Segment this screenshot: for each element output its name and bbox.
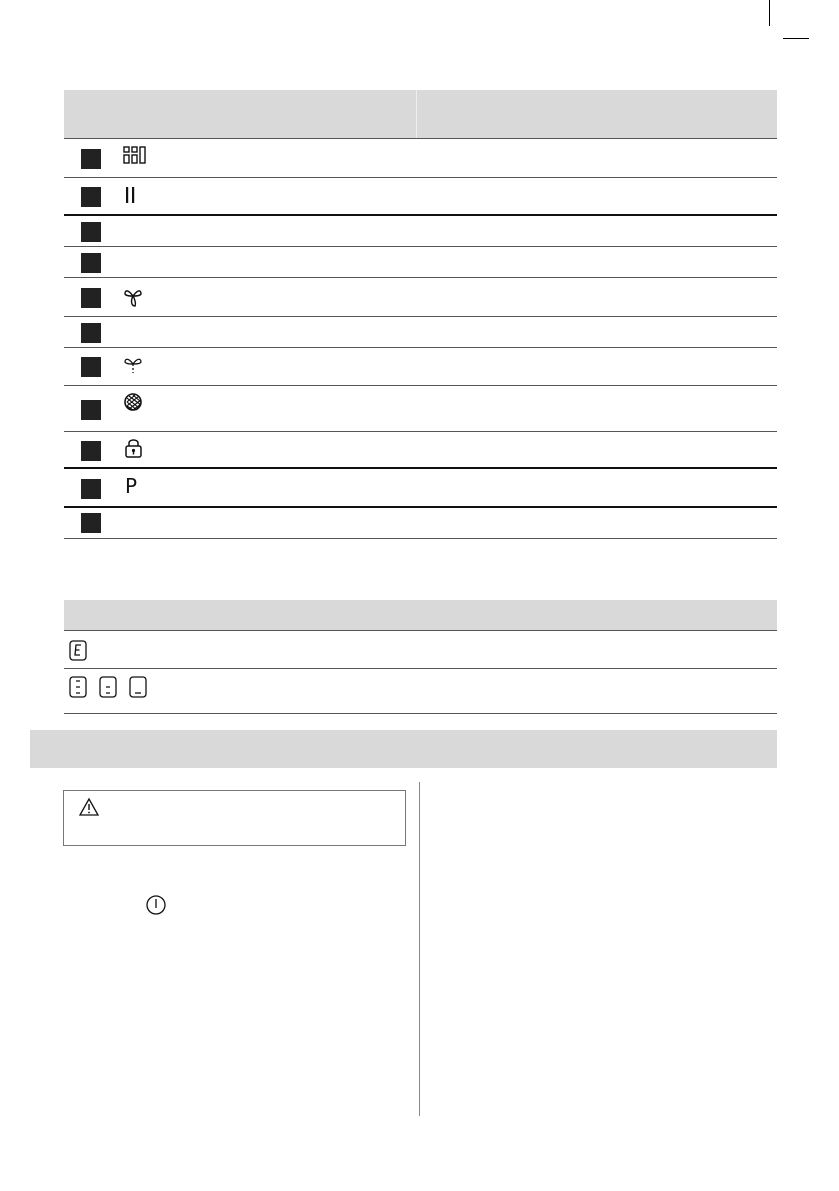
row-marker <box>81 253 101 273</box>
display-e-icon <box>68 640 90 667</box>
row-marker <box>81 479 101 499</box>
crop-mark-top-right-horizontal <box>783 38 809 39</box>
table-row-pause <box>64 178 777 216</box>
warning-triangle-icon <box>78 797 100 822</box>
row-marker <box>81 288 101 308</box>
indicator-table-header <box>64 90 777 139</box>
display-table-header <box>64 600 777 631</box>
residual-mid-icon <box>98 676 120 705</box>
residual-low-icon <box>128 676 150 705</box>
lock-icon <box>122 437 148 459</box>
residual-high-icon <box>68 676 90 705</box>
fan-icon <box>122 285 148 307</box>
table-row-error-display <box>64 631 777 669</box>
column-divider <box>419 782 420 1116</box>
crop-mark-top-right-vertical <box>769 0 770 26</box>
row-marker <box>81 187 101 207</box>
letter-p-icon: P <box>125 474 138 498</box>
header-column-separator <box>416 90 417 138</box>
row-marker <box>81 222 101 242</box>
table-row-blank <box>64 317 777 348</box>
row-marker <box>81 149 101 169</box>
row-marker <box>81 357 101 377</box>
table-row-booster <box>64 139 777 178</box>
table-row-blank <box>64 508 777 539</box>
row-marker <box>81 441 101 461</box>
fan-manual-icon <box>122 354 148 376</box>
section-heading-bar <box>30 730 777 768</box>
table-row-lock <box>64 432 777 469</box>
display-table <box>64 600 777 714</box>
table-row-power-letter <box>64 469 777 508</box>
pause-icon <box>122 185 148 207</box>
row-marker <box>81 323 101 343</box>
warning-box <box>63 790 406 846</box>
table-row-hob2hood-auto <box>64 278 777 317</box>
table-row-hob2hood-manual <box>64 348 777 386</box>
table-row-bridge <box>64 386 777 432</box>
row-marker <box>81 400 101 420</box>
table-row-blank <box>64 216 777 247</box>
table-row-blank <box>64 247 777 278</box>
pan-icon <box>122 392 148 414</box>
power-icon <box>145 894 167 921</box>
row-marker <box>81 513 101 533</box>
table-row-residual-heat <box>64 669 777 714</box>
grid-bars-icon <box>122 145 148 167</box>
indicator-table <box>64 90 777 539</box>
crop-mark-top-left <box>0 0 1 26</box>
